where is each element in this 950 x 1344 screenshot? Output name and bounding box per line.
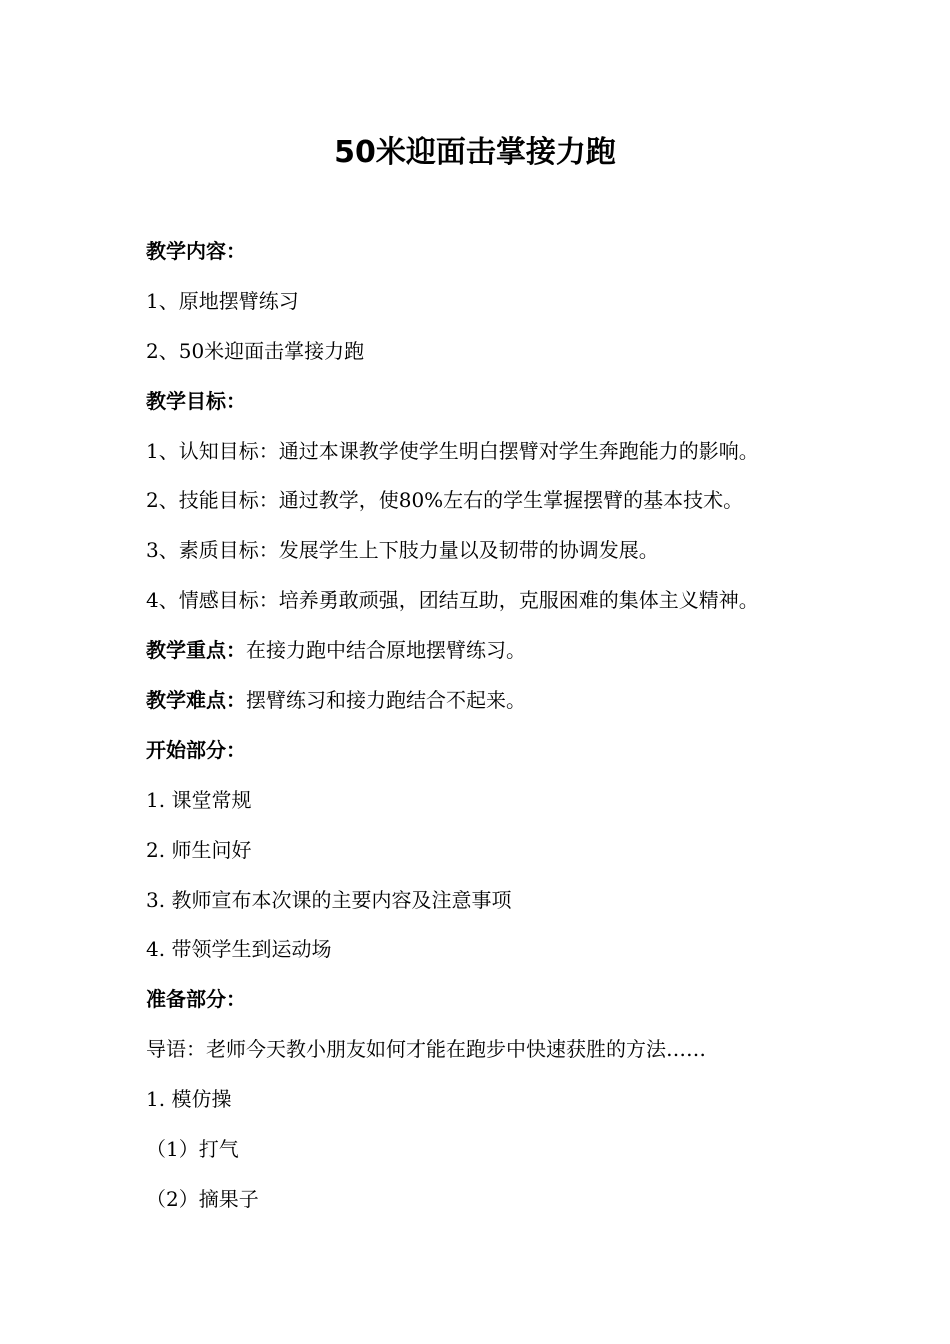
section-heading-content: 教学内容：	[146, 239, 246, 263]
key-point-row	[146, 632, 866, 682]
key-point-label: 教学重点：	[146, 638, 246, 663]
key-point-text: 在接力跑中结合原地摆臂练习。	[246, 638, 526, 663]
document-body	[146, 233, 866, 1231]
goal-item: 1、认知目标：通过本课教学使学生明白摆臂对学生奔跑能力的影响。	[146, 438, 759, 463]
prep-item: 1. 模仿操	[146, 1087, 232, 1112]
start-item: 2. 师生问好	[146, 837, 252, 862]
content-item: 1、原地摆臂练习	[146, 288, 299, 313]
goal-item: 4、情感目标：培养勇敢顽强，团结互助，克服困难的集体主义精神。	[146, 588, 759, 613]
section-heading-start: 开始部分：	[146, 737, 246, 762]
goal-item: 3、素质目标：发展学生上下肢力量以及韧带的协调发展。	[146, 538, 659, 563]
difficulty-row	[146, 682, 866, 732]
section-heading-goals: 教学目标：	[146, 388, 246, 413]
start-item: 4. 带领学生到运动场	[146, 937, 332, 962]
prep-intro: 导语：老师今天教小朋友如何才能在跑步中快速获胜的方法……	[146, 1037, 706, 1062]
goal-item: 2、技能目标：通过教学，使80%左右的学生掌握摆臂的基本技术。	[146, 488, 744, 513]
difficulty-text: 摆臂练习和接力跑结合不起来。	[246, 688, 526, 713]
prep-item: （1）打气	[146, 1137, 239, 1162]
start-item: 1. 课堂常规	[146, 787, 252, 812]
content-item: 2、50米迎面击掌接力跑	[146, 338, 365, 363]
prep-item: （2）摘果子	[146, 1186, 259, 1211]
difficulty-label: 教学难点：	[146, 688, 246, 713]
start-item: 3. 教师宣布本次课的主要内容及注意事项	[146, 887, 512, 912]
section-heading-prep: 准备部分：	[146, 987, 246, 1012]
document-title: 50米迎面击掌接力跑	[334, 135, 616, 170]
